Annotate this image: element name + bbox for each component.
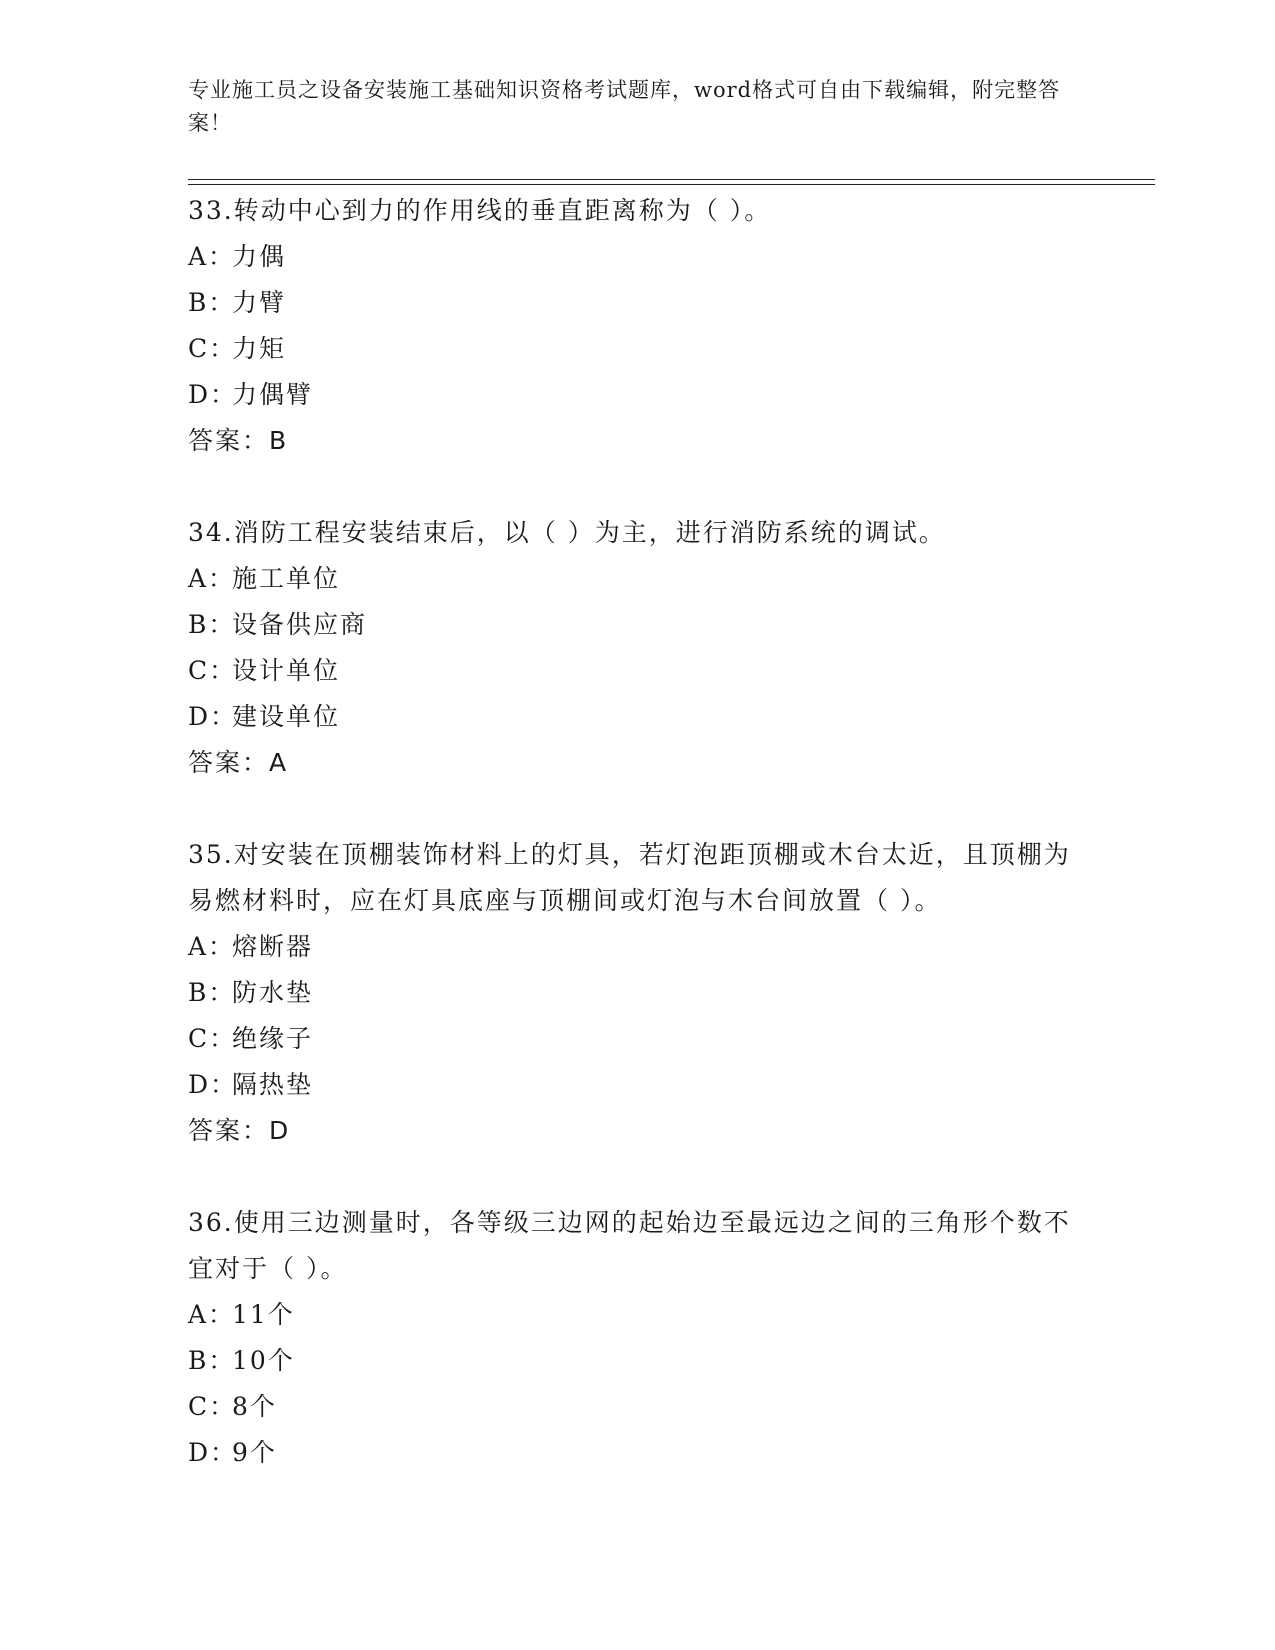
option-d [188,1062,1088,1108]
option-text: 力矩 [232,334,287,363]
option-a [188,556,1088,602]
option-text: 设计单位 [232,656,341,685]
option-c [188,1016,1088,1062]
option-d [188,372,1088,418]
option-c [188,326,1088,372]
option-b [188,970,1088,1016]
option-label: A： [188,932,236,961]
option-a [188,1292,1088,1338]
option-label: B： [188,978,236,1007]
question-text: 33.转动中心到力的作用线的垂直距离称为（ ）。 [188,196,772,225]
option-text: 力偶臂 [232,380,314,409]
document-header: 专业施工员之设备安装施工基础知识资格考试题库，word格式可自由下载编辑，附完整答案！ [188,78,1061,135]
option-text: 施工单位 [232,564,341,593]
option-label: D： [188,702,238,731]
option-a [188,924,1088,970]
option-text: 设备供应商 [232,610,368,639]
option-label: B： [188,610,236,639]
answer: 答案：A [188,748,289,777]
option-label: C： [188,1024,237,1053]
option-label: C： [188,1392,237,1421]
option-label: B： [188,288,236,317]
question-36 [188,1200,1088,1476]
question-list [188,188,1088,1522]
option-label: C： [188,656,237,685]
option-d [188,694,1088,740]
option-c [188,1384,1088,1430]
option-text: 力偶 [232,242,287,271]
option-label: A： [188,564,236,593]
option-label: C： [188,334,237,363]
question-33 [188,188,1088,464]
option-b [188,602,1088,648]
option-d [188,1430,1088,1476]
option-text: 熔断器 [232,932,314,961]
option-text: 10个 [232,1346,295,1375]
answer: 答案：D [188,1116,291,1145]
option-text: 隔热垫 [232,1070,314,1099]
option-label: A： [188,1300,236,1329]
option-text: 防水垫 [232,978,314,1007]
option-label: A： [188,242,236,271]
option-text: 绝缘子 [232,1024,314,1053]
option-text: 9个 [232,1438,277,1467]
option-label: D： [188,380,238,409]
option-text: 力臂 [232,288,287,317]
option-b [188,280,1088,326]
option-label: D： [188,1438,238,1467]
option-label: B： [188,1346,236,1375]
question-35 [188,832,1088,1154]
header-divider-bottom [188,184,1155,185]
question-text: 35.对安装在顶棚装饰材料上的灯具，若灯泡距顶棚或木台太近，且顶棚为易燃材料时，应在灯具底座与顶棚间或灯泡与木台间放置（ ）。 [188,840,1071,915]
option-a [188,234,1088,280]
option-text: 8个 [232,1392,277,1421]
answer: 答案：B [188,426,289,455]
option-label: D： [188,1070,238,1099]
option-text: 建设单位 [232,702,341,731]
question-34 [188,510,1088,786]
option-b [188,1338,1088,1384]
option-c [188,648,1088,694]
option-text: 11个 [232,1300,295,1329]
question-text: 36.使用三边测量时，各等级三边网的起始边至最远边之间的三角形个数不宜对于（ ）。 [188,1208,1071,1283]
question-text: 34.消防工程安装结束后，以（ ）为主，进行消防系统的调试。 [188,518,946,547]
header-divider-top [188,179,1155,180]
